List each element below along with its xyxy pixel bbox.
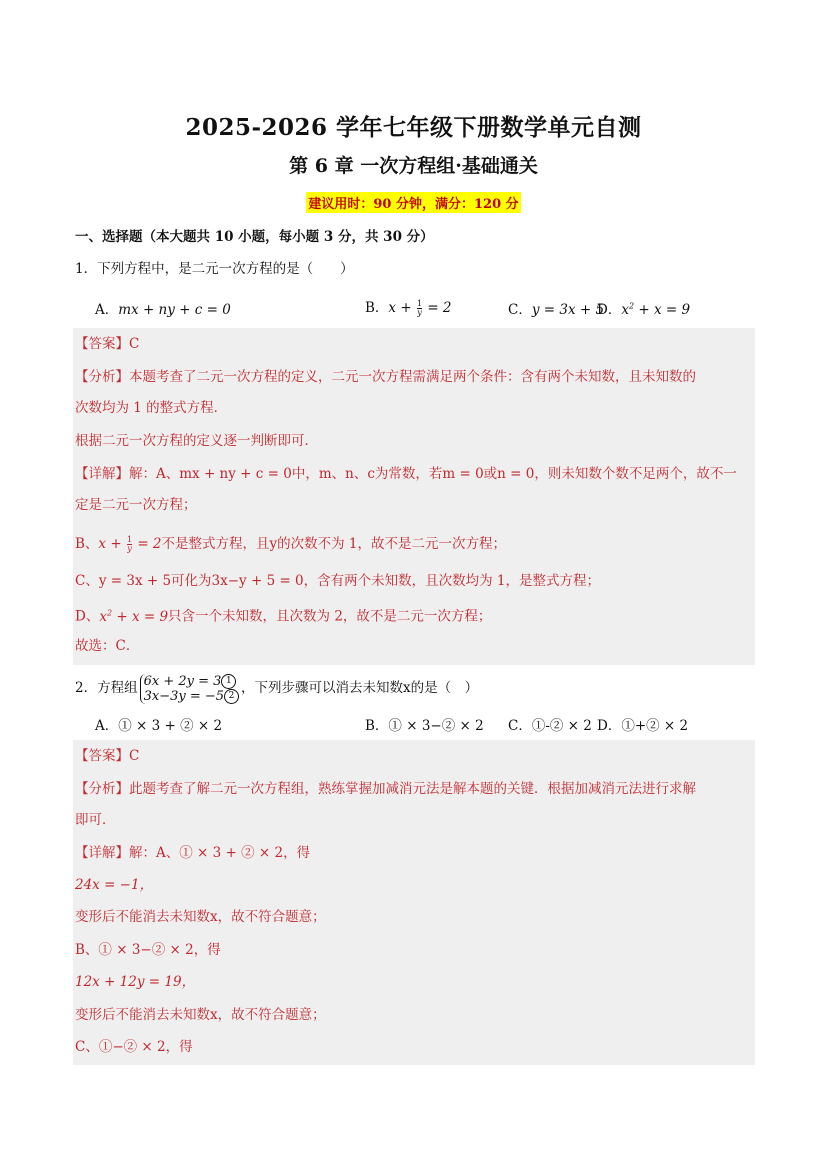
q2-option-b: B．① × 3−② × 2 xyxy=(365,718,484,734)
chapter-title: 第 6 章 一次方程组·基础通关 xyxy=(289,155,538,177)
q2-option-d: D．①+② × 2 xyxy=(597,718,689,734)
q1-answer: 【答案】C xyxy=(75,336,140,352)
q2-analysis: 【分析】此题考查了解二元一次方程组，熟练掌握加减消元法是解本题的关键．根据加减消元法进行求解 xyxy=(75,781,696,797)
document-title: 2025-2026 学年七年级下册数学单元自测 xyxy=(185,114,642,141)
q1-analysis-cont: 次数均为 1 的整式方程． xyxy=(75,400,228,416)
q2-detail-a: 【详解】解：A、① × 3 + ② × 2，得 xyxy=(75,845,311,861)
q1-option-c: C．y = 3x + 5 xyxy=(508,302,605,318)
q1-detail: 【详解】解：A、mx + ny + c = 0中，m、n、c为常数，若m = 0或n = 0，则未知数个数不足两个，故不一 xyxy=(75,466,737,482)
q2-judgement-b: 变形后不能消去未知数x，故不符合题意； xyxy=(75,1007,326,1023)
q1-detail-c: C、y = 3x + 5可化为3x−y + 5 = 0，含有两个未知数，且次数均为 1，是整式方程； xyxy=(75,573,601,589)
q1-conclusion: 故选：C． xyxy=(75,638,140,654)
section-heading: 一、选择题（本大题共 10 小题，每小题 3 分，共 30 分） xyxy=(75,229,434,245)
q1-detail-b: B、x + $\frac{1}{y}$ = 2不是整式方程，且y的次数不为 1，故不是二元一次方程； xyxy=(75,535,507,553)
q2-result-a: 24x = −1， xyxy=(75,877,154,893)
q1-analysis-method: 根据二元一次方程的定义逐一判断即可． xyxy=(75,433,318,449)
time-note: 建议用时：90 分钟，满分：120 分 xyxy=(306,192,520,213)
q2-answer-block xyxy=(73,740,755,1065)
q1-detail-d: D、$x^2 + x = 9$只含一个未知数，且次数为 2，故不是二元一次方程； xyxy=(75,608,492,625)
q1-analysis: 【分析】本题考查了二元一次方程的定义，二元一次方程需满足两个条件：含有两个未知数，且未知数的 xyxy=(75,369,696,385)
equation-system: 6x + 2y = 3 1 3x−3y = −5 2 xyxy=(140,674,239,704)
q2-stem: 2．方程组 6x + 2y = 3 1 3x−3y = −5 2 ，下列步骤可以消去未知数x的是（ ） xyxy=(75,673,479,704)
q1-stem: 1．下列方程中，是二元一次方程的是（ ） xyxy=(75,261,354,277)
q2-answer: 【答案】C xyxy=(75,748,140,764)
q2-option-a: A．① × 3 + ② × 2 xyxy=(95,718,223,734)
q2-judgement-a: 变形后不能消去未知数x，故不符合题意； xyxy=(75,909,326,925)
q1-answer-block xyxy=(73,328,755,665)
q2-detail-c: C、①−② × 2，得 xyxy=(75,1039,193,1055)
q2-detail-b: B、① × 3−② × 2，得 xyxy=(75,942,221,958)
q2-result-b: 12x + 12y = 19， xyxy=(75,974,196,990)
q1-option-b: B．x + $\frac{1}{y}$ = 2 xyxy=(365,299,452,317)
q2-analysis-cont: 即可． xyxy=(75,812,116,828)
q2-option-c: C．①-② × 2 xyxy=(508,718,592,734)
q1-option-d: D．$x^2 + x = 9$ xyxy=(597,301,691,318)
q1-option-a: A．mx + ny + c = 0 xyxy=(95,302,231,318)
q1-detail-cont: 定是二元一次方程； xyxy=(75,497,197,513)
